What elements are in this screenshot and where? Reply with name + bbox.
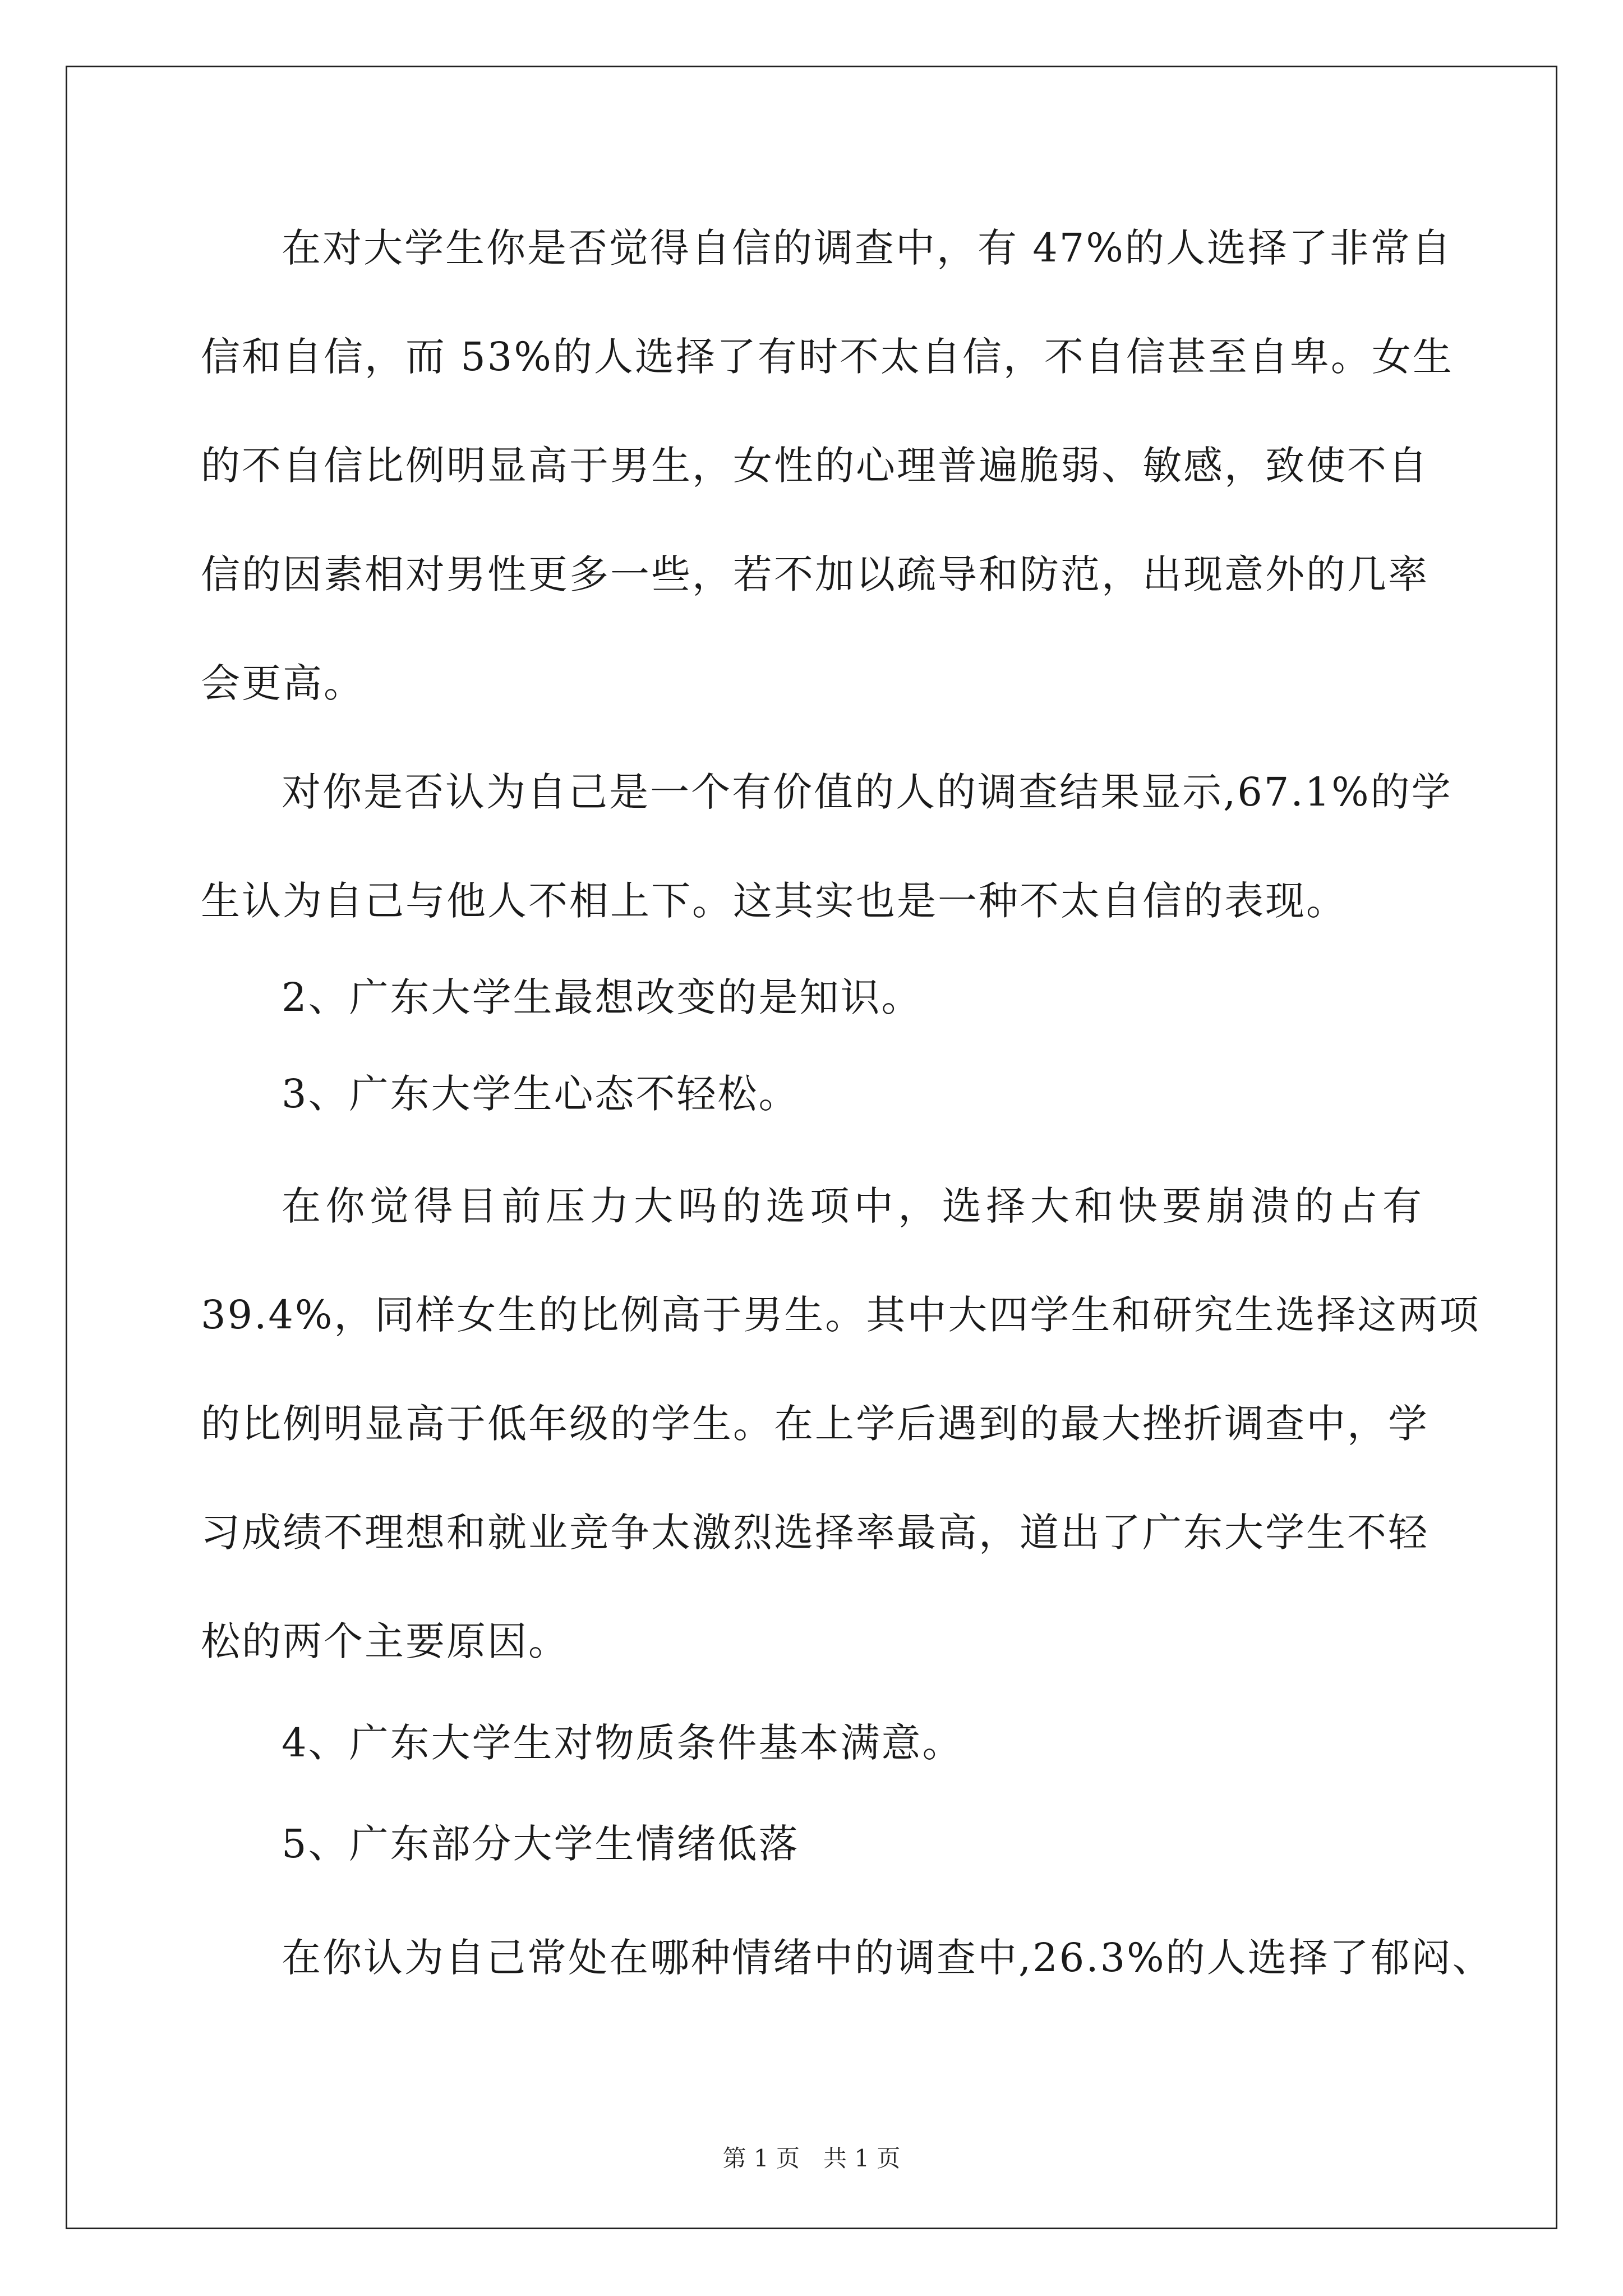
paragraph-line: 习成绩不理想和就业竞争太激烈选择率最高，道出了广东大学生不轻 — [201, 1510, 1429, 1556]
page-footer: 第 1 页 共 1 页 — [722, 2145, 901, 2172]
paragraph-line: 在你认为自己常处在哪种情绪中的调查中,26.3%的人选择了郁闷、 — [282, 1935, 1493, 1981]
page-border — [66, 66, 1557, 2229]
paragraph-line: 生认为自己与他人不相上下。这其实也是一种不太自信的表现。 — [201, 878, 1347, 924]
paragraph-line: 松的两个主要原因。 — [201, 1618, 569, 1664]
paragraph-line: 对你是否认为自己是一个有价值的人的调查结果显示,67.1%的学 — [282, 769, 1453, 815]
section-heading: 3、广东大学生心态不轻松。 — [282, 1071, 800, 1117]
section-heading: 4、广东大学生对物质条件基本满意。 — [282, 1720, 963, 1766]
paragraph-line: 会更高。 — [201, 660, 365, 706]
paragraph-line: 39.4%，同样女生的比例高于男生。其中大四学生和研究生选择这两项 — [201, 1292, 1481, 1338]
section-heading: 5、广东部分大学生情绪低落 — [282, 1821, 800, 1867]
paragraph-line: 信和自信，而 53%的人选择了有时不太自信，不自信甚至自卑。女生 — [201, 334, 1454, 380]
paragraph-line: 的不自信比例明显高于男生，女性的心理普遍脆弱、敏感，致使不自 — [201, 443, 1429, 489]
paragraph-line: 在你觉得目前压力大吗的选项中，选择大和快要崩溃的占有 — [282, 1183, 1423, 1229]
paragraph-line: 信的因素相对男性更多一些，若不加以疏导和防范，出现意外的几率 — [201, 551, 1429, 597]
paragraph-line: 的比例明显高于低年级的学生。在上学后遇到的最大挫折调查中，学 — [201, 1401, 1429, 1447]
section-heading: 2、广东大学生最想改变的是知识。 — [282, 974, 923, 1020]
paragraph-line: 在对大学生你是否觉得自信的调查中，有 47%的人选择了非常自 — [282, 225, 1453, 271]
